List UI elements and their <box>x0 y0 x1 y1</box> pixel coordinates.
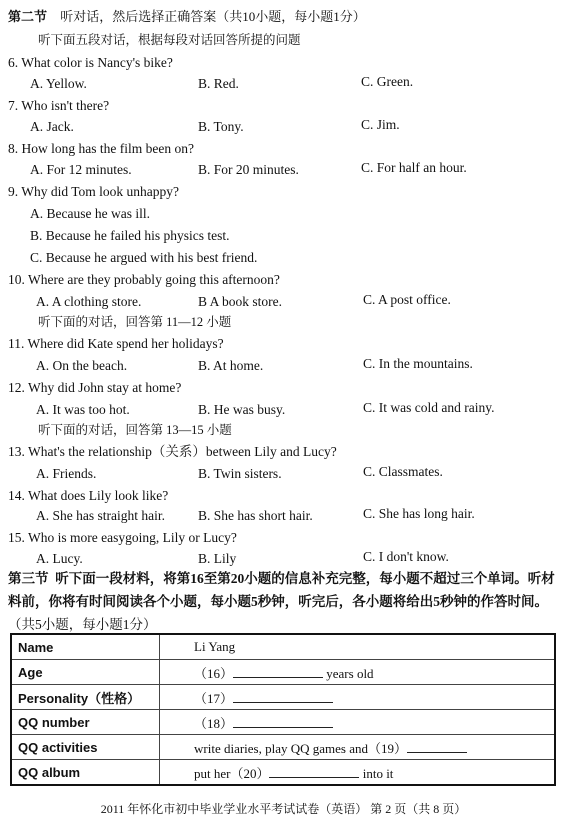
q8-option-c: C. For half an hour. <box>361 160 467 175</box>
table-row <box>11 660 555 685</box>
q9-option-a: A. Because he was ill. <box>30 206 150 221</box>
q13-option-c: C. Classmates. <box>363 464 443 479</box>
q8-option-a: A. For 12 minutes. <box>30 162 132 177</box>
q15-option-c: C. I don't know. <box>363 549 449 564</box>
row-key-qq-number: QQ number <box>11 710 160 735</box>
row-value-personality: （17） <box>160 685 556 710</box>
table-row <box>11 710 555 735</box>
q13-option-b: B. Twin sisters. <box>198 466 282 481</box>
q7-option-a: A. Jack. <box>30 119 74 134</box>
question-15: 15. Who is more easygoing, Lily or Lucy? <box>8 530 237 545</box>
section2-title: 第二节 <box>8 9 48 24</box>
row-value-qq-number: （18） <box>160 710 556 735</box>
q12-option-c: C. It was cold and rainy. <box>363 400 495 415</box>
listening-info-table <box>10 633 556 786</box>
answer-blank-16[interactable] <box>233 665 323 678</box>
answer-blank-17[interactable] <box>233 690 333 703</box>
q7-option-b: B. Tony. <box>198 119 244 134</box>
row-value-name: Li Yang <box>160 634 556 660</box>
q12-option-a: A. It was too hot. <box>36 402 130 417</box>
row-key-qq-activities: QQ activities <box>11 735 160 760</box>
page-footer: 2011 年怀化市初中毕业学业水平考试试卷（英语） 第 2 页（共 8 页） <box>100 802 467 816</box>
q12-option-b: B. He was busy. <box>198 402 286 417</box>
q6-option-b: B. Red. <box>198 76 239 91</box>
question-13: 13. What's the relationship（关系）between Lily and Lucy? <box>8 444 337 459</box>
section2-header <box>8 9 366 25</box>
q10-option-a: A. A clothing store. <box>36 294 142 309</box>
q6-option-a: A. Yellow. <box>30 76 87 91</box>
row-key-personality: Personality（性格） <box>11 685 160 710</box>
q15-option-a: A. Lucy. <box>36 551 83 566</box>
answer-blank-20[interactable] <box>269 765 359 778</box>
q9-option-b: B. Because he failed his physics test. <box>30 228 230 243</box>
table-row <box>11 760 555 786</box>
q10-option-b: B A book store. <box>198 294 283 309</box>
question-7: 7. Who isn't there? <box>8 98 110 113</box>
q6-option-c: C. Green. <box>361 74 414 89</box>
q11-option-a: A. On the beach. <box>36 358 128 373</box>
row-value-qq-activities: write diaries, play QQ games and（19） <box>160 735 556 760</box>
row-key-age: Age <box>11 660 160 685</box>
row-key-qq-album: QQ album <box>11 760 160 786</box>
subnote-11-12: 听下面的对话，回答第 11—12 小题 <box>38 315 232 329</box>
section2-subinstruction: 听下面五段对话，根据每段对话回答所提的问题 <box>38 33 301 47</box>
question-6: 6. What color is Nancy's bike? <box>8 55 173 70</box>
question-10: 10. Where are they probably going this afternoon? <box>8 272 280 287</box>
q14-option-b: B. She has short hair. <box>198 508 313 523</box>
question-11: 11. Where did Kate spend her holidays? <box>8 336 224 351</box>
question-14: 14. What does Lily look like? <box>8 488 169 503</box>
table-row <box>11 634 555 660</box>
table-row <box>11 685 555 710</box>
q7-option-c: C. Jim. <box>361 117 400 132</box>
question-9: 9. Why did Tom look unhappy? <box>8 184 180 199</box>
q11-option-b: B. At home. <box>198 358 264 373</box>
q15-option-b: B. Lily <box>198 551 237 566</box>
section2-instruction: 听对话，然后选择正确答案（共10小题，每小题1分） <box>60 9 366 24</box>
row-value-qq-album: put her（20） into it <box>160 760 556 786</box>
q11-option-c: C. In the mountains. <box>363 356 473 371</box>
section3-title: 第三节 <box>8 571 49 586</box>
q8-option-b: B. For 20 minutes. <box>198 162 299 177</box>
row-key-name: Name <box>11 634 160 660</box>
answer-blank-19[interactable] <box>407 740 467 753</box>
question-8: 8. How long has the film been on? <box>8 141 194 156</box>
q14-option-c: C. She has long hair. <box>363 506 475 521</box>
section3-instruction <box>8 567 560 636</box>
q9-option-c: C. Because he argued with his best friend. <box>30 250 258 265</box>
section3-text: 听下面一段材料，将第16至第20小题的信息补充完整，每小题不超过三个单词。听材料前，你将有时间阅读各个小题，每小题5秒钟，听完后，各小题将给出5秒钟的作答时间。 <box>8 571 555 609</box>
table-row <box>11 735 555 760</box>
answer-blank-18[interactable] <box>233 715 333 728</box>
subnote-13-15: 听下面的对话，回答第 13—15 小题 <box>38 423 232 437</box>
q10-option-c: C. A post office. <box>363 292 451 307</box>
question-12: 12. Why did John stay at home? <box>8 380 182 395</box>
q13-option-a: A. Friends. <box>36 466 97 481</box>
section3-points: （共5小题，每小题1分） <box>8 617 157 632</box>
row-value-age: （16） years old <box>160 660 556 685</box>
q14-option-a: A. She has straight hair. <box>36 508 165 523</box>
